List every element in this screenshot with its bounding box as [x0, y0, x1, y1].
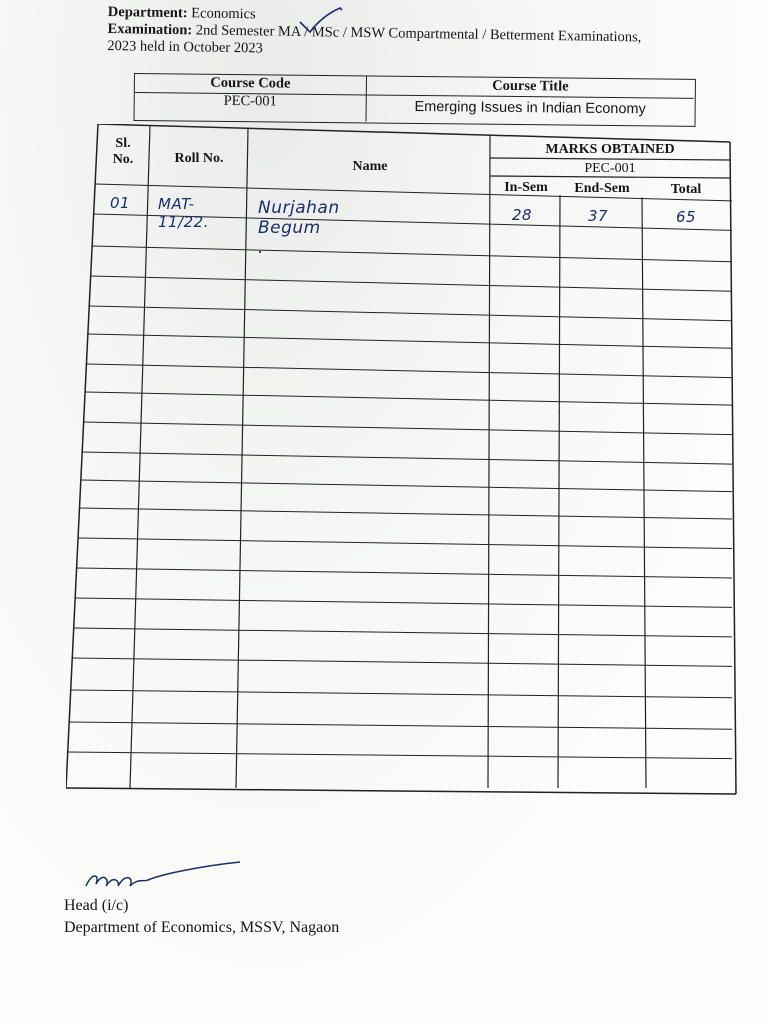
grid-col-divider — [130, 125, 150, 788]
grid-row-line — [72, 658, 732, 666]
col-name-header: Name — [352, 159, 388, 174]
grid-row-line — [78, 538, 732, 549]
grid-row-line — [86, 364, 732, 378]
grid-row-line — [91, 276, 732, 291]
signatory-block — [64, 895, 339, 939]
marks-subject-header: PEC-001 — [584, 161, 636, 176]
grid-row-line — [82, 452, 732, 464]
grid-row-line — [85, 392, 732, 405]
grid-row-line — [75, 598, 732, 607]
grid-col-divider — [558, 195, 560, 788]
course-code-value: PEC-001 — [135, 93, 367, 121]
row-1-name: Nurjahan Begum . — [258, 198, 340, 258]
marks-obtained-header: MARKS OBTAINED — [545, 142, 675, 157]
grid-row-line — [84, 422, 732, 435]
head-signature — [82, 852, 252, 896]
course-table — [133, 73, 695, 127]
department-signatory: Department of Economics, MSSV, Nagaon — [64, 919, 340, 936]
examination-value: 2nd Semester MA / MSc / MSW Compartmental / Betterment Examinations, — [195, 22, 642, 46]
marks-header-line-1 — [490, 158, 730, 160]
grid-left-border — [66, 124, 98, 788]
row-1-sl: 01 — [110, 194, 131, 212]
course-code-header: Course Code — [135, 74, 367, 95]
grid-col-divider — [236, 128, 248, 788]
grid-row-line — [92, 246, 732, 262]
row-1-insem: 28 — [512, 206, 533, 224]
col-sl-header — [98, 136, 148, 168]
grid-row-line — [81, 480, 732, 492]
exam-header — [107, 4, 708, 64]
head-title: Head (i/c) — [64, 897, 129, 914]
col-insem-header: In-Sem — [504, 180, 548, 195]
col-endsem-header: End-Sem — [574, 181, 630, 196]
col-sl-label: Sl. — [115, 136, 131, 151]
col-no-label: No. — [112, 152, 134, 167]
row-1-roll: MAT- 11/22. — [158, 195, 209, 231]
department-value: Economics — [191, 5, 256, 23]
grid-top-border — [98, 124, 730, 142]
row-1-endsem: 37 — [588, 207, 609, 225]
row-1-total: 65 — [676, 208, 697, 226]
grid-row-line — [71, 690, 732, 698]
grid-row-line — [77, 568, 732, 578]
grid-row-line — [79, 508, 732, 519]
grid-col-divider — [488, 135, 490, 788]
examination-line-2: 2023 held in October 2023 — [107, 37, 263, 57]
grid-row-line — [74, 628, 732, 637]
grid-col-divider — [642, 197, 646, 788]
grid-row-line — [88, 334, 732, 348]
grid-bottom-border — [66, 788, 736, 794]
course-title-header: Course Title — [367, 76, 694, 98]
grid-right-border — [730, 142, 736, 794]
grid-row-line — [68, 752, 732, 759]
grid-row-line — [89, 306, 732, 321]
examination-label: Examination: — [107, 20, 193, 39]
col-roll-header: Roll No. — [174, 151, 224, 166]
grid-row-line — [69, 722, 732, 729]
tick-mark-icon — [296, 4, 346, 34]
col-total-header: Total — [670, 182, 702, 197]
department-label: Department: — [107, 4, 188, 22]
course-title-value: Emerging Issues in Indian Economy — [414, 98, 646, 118]
